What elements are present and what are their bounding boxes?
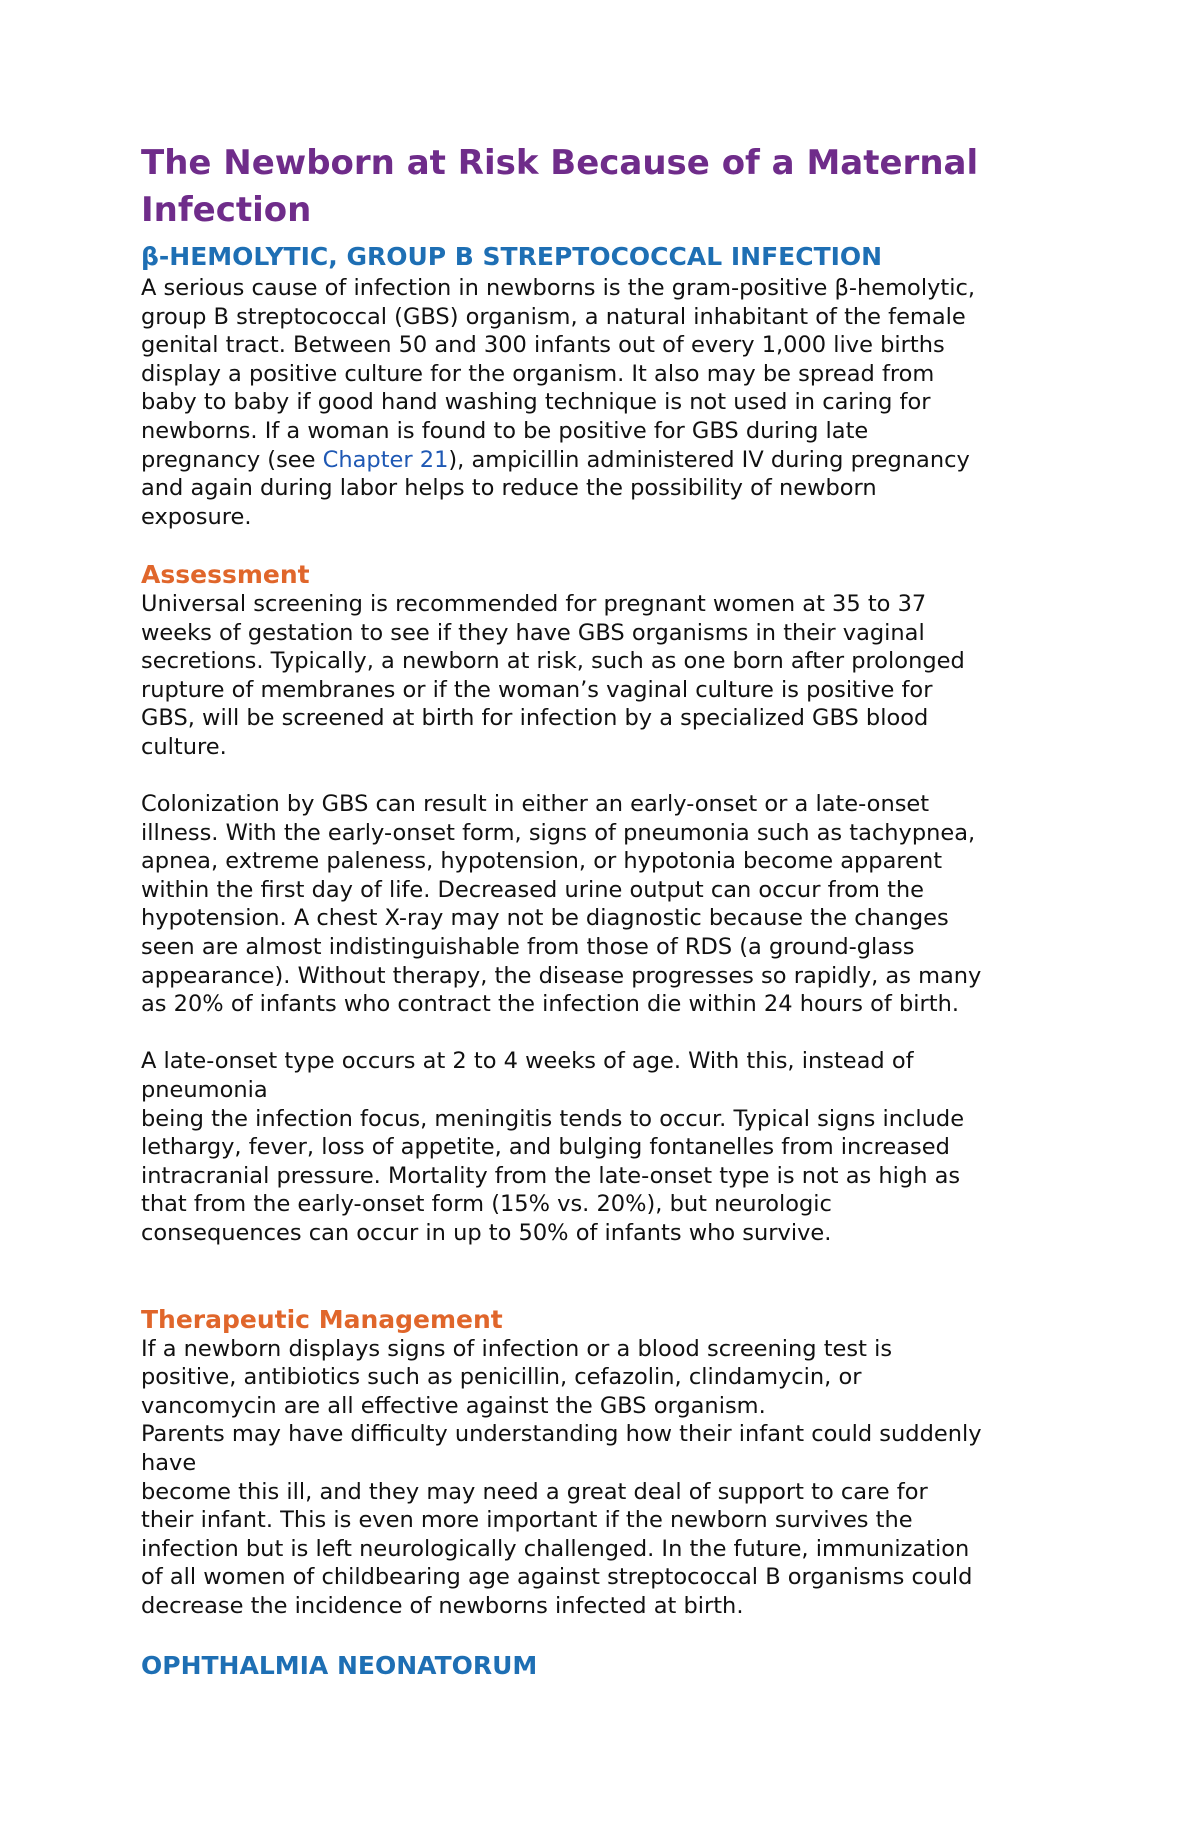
- gbs-intro-paragraph: [141, 274, 1080, 531]
- assessment-early-onset-paragraph: Colonization by GBS can result in either an early-onset or a late-onset illness. With the early-onset form, signs of pneumonia such as tachypnea, apnea, extreme paleness, hypotension, or hypotonia become apparent within the first day of life. Decreased urine output can occur from the hypotension. A chest X-ray may not be diagnostic because the changes seen are almost indistinguishable from those of RDS (a ground-glass appearance). Without therapy, the disease progresses so rapidly, as many as 20% of infants who contract the infection die within 24 hours of birth.: [141, 791, 982, 1018]
- spacer: [141, 531, 1080, 560]
- spacer: [141, 1621, 1080, 1650]
- chapter-21-link[interactable]: Chapter 21: [322, 446, 449, 473]
- assessment-heading: Assessment: [141, 559, 310, 589]
- section-heading-ophthalmia: OPHTHALMIA NEONATORUM: [141, 1651, 538, 1681]
- gbs-intro-text-part1: A serious cause of infection in newborns is the gram-positive β-hemolytic, group B streptococcal (GBS) organism, a natural inhabitant of the female genital tract. Between 50 and 300 infants out of every 1,000 live births display a positive culture for the organism. It also may be spread from baby to baby if good hand washing technique is not used in caring for newborns. If a woman is found to be positive for GBS during late pregnancy (see: [141, 275, 975, 473]
- spacer: [141, 1019, 1080, 1048]
- gbs-intro-text-part2: ), ampicillin administered IV during pregnancy and again during labor helps to reduce the possibility of newborn exposure.: [141, 446, 970, 530]
- spacer: [141, 1248, 1080, 1305]
- section-heading-gbs: β-HEMOLYTIC, GROUP B STREPTOCOCCAL INFECTION: [141, 242, 883, 271]
- therapeutic-management-paragraph: If a newborn displays signs of infection or a blood screening test is positive, antibiotics such as penicillin, cefazolin, clindamycin, or vancomycin are all effective against the GBS organism. Parents may have difficulty understanding how their infant could suddenly have become this ill, and they may need a great deal of support to care for their infant. This is even more important if the newborn survives the infection but is left neurologically challenged. In the future, immunization of all women of childbearing age against streptococcal B organisms could decrease the incidence of newborns infected at birth.: [141, 1335, 982, 1619]
- assessment-screening-paragraph: Universal screening is recommended for pregnant women at 35 to 37 weeks of gestation to see if they have GBS organisms in their vaginal secretions. Typically, a newborn at risk, such as one born after prolonged rupture of membranes or if the woman’s vaginal culture is positive for GBS, will be screened at birth for infection by a specialized GBS blood culture.: [141, 590, 965, 760]
- assessment-late-onset-paragraph: A late-onset type occurs at 2 to 4 weeks of age. With this, instead of pneumonia being the infection focus, meningitis tends to occur. Typical signs include lethargy, fever, loss of appetite, and bulging fontanelles from increased intracranial pressure. Mortality from the late-onset type is not as high as that from the early-onset form (15% vs. 20%), but neurologic consequences can occur in up to 50% of infants who survive.: [141, 1048, 965, 1246]
- therapeutic-management-heading: Therapeutic Management: [141, 1304, 503, 1334]
- spacer: [141, 762, 1080, 791]
- document-title: The Newborn at Risk Because of a Maternal Infection: [141, 143, 979, 230]
